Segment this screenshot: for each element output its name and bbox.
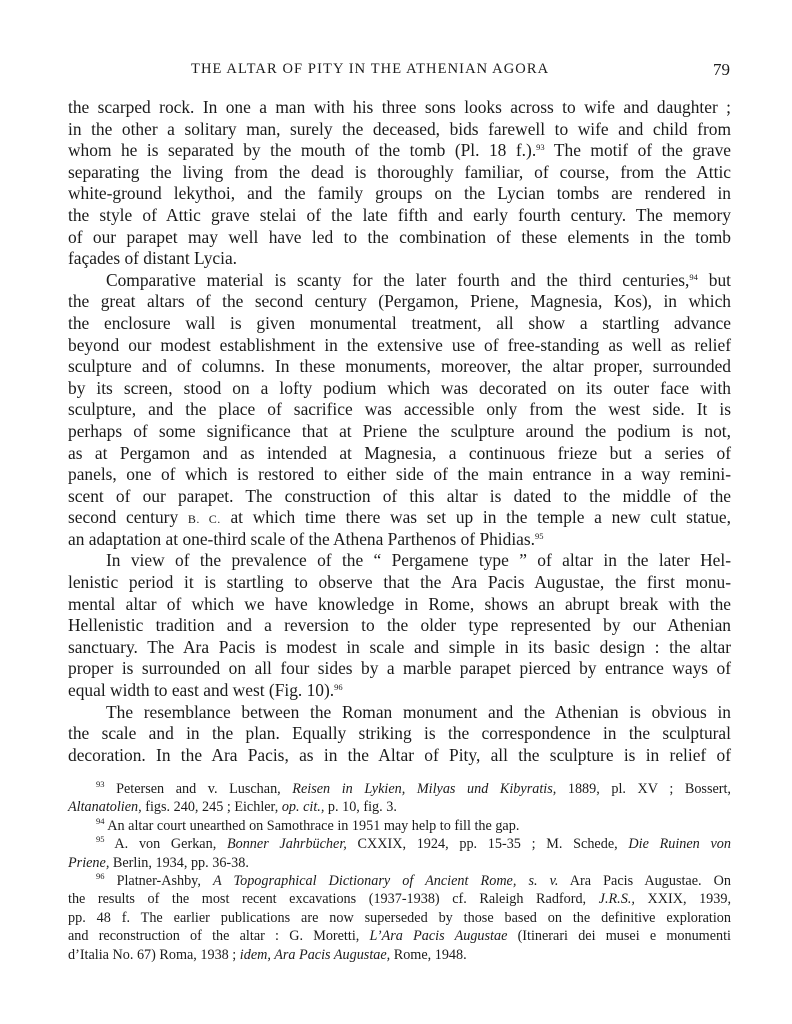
footnote-line: and reconstruction of the altar : G. Moretti, L’Ara Pacis Augustae (Itinerari dei musei e monumenti [68,928,731,945]
body-line: mental altar of which we have knowledge in Rome, shows an abrupt break with the [68,593,731,614]
body-line: the scale and in the plan. Equally striking is the correspondence in the sculptural [68,723,731,744]
footnote-ref: 94 [689,271,698,282]
body-line: the style of Attic grave stelai of the late fifth and early fourth century. The memory [68,204,731,225]
body-line: lenistic period it is startling to observe that the Ara Pacis Augustae, the first monu- [68,572,731,593]
body-line: sanctuary. The Ara Pacis is modest in scale and simple in its basic design : the altar [68,636,731,657]
italic-citation: Bonner Jahrbücher, [226,836,347,853]
italic-citation: idem, Ara Pacis Augustae, [239,946,391,963]
body-line: decoration. In the Ara Pacis, as in the Altar of Pity, all the sculpture is in relief of [68,744,731,765]
italic-citation: Reisen in Lykien, Milyas und Kibyratis, [292,781,557,797]
body-line: scent of our parapet. The construction of this altar is dated to the middle of the [68,485,731,506]
body-line: façades of distant Lycia. [68,248,238,269]
footnote-line: $^{96}$ Platner-Ashby, A Topographical Dictionary of Ancient Rome, s. v. Ara Pacis Augustae. On [96,870,731,889]
body-line: sculpture, and the place of sacrifice was accessible only from the west side. It is [68,399,731,420]
body-line: white-ground lekythoi, and the family groups on the Lycian tombs are rendered in [68,183,731,204]
footnotes [68,780,731,964]
body-line: Hellenistic tradition and a reversion to the older type represented by our Athenian [68,615,731,636]
italic-citation: Altanatolien, [68,799,142,816]
page-number: 79 [713,60,730,79]
footnote-ref: 96 [96,870,105,881]
italic-citation: A Topographical Dictionary of Ancient Rome, s. v. [213,872,559,889]
footnote-line: Altanatolien, figs. 240, 245 ; Eichler, op. cit., p. 10, fig. 3. [68,799,397,816]
body-line: The resemblance between the Roman monument and the Athenian is obvious in [106,701,731,722]
body-line: by its screen, stood on a lofty podium which was decorated on its outer face with [68,377,731,398]
body-line: In view of the prevalence of the “ Pergamene type ” of altar in the later Hel- [106,550,731,571]
footnote-ref: 96 [334,682,343,693]
small-caps-text: B. C. [187,512,221,527]
italic-citation: Die Ruinen von [628,836,731,853]
footnote-line: $^{95}$ A. von Gerkan, Bonner Jahrbücher, CXXIX, 1924, pp. 15-35 ; M. Schede, Die Ruinen von [96,834,731,853]
footnote-line: $^{94}$ An altar court unearthed on Samothrace in 1951 may help to fill the gap. [96,815,520,834]
footnote-ref: 95 [535,530,544,541]
body-line: whom he is separated by the mouth of the tomb (Pl. 18 f.).$^{93}$ The motif of the grave [68,140,731,161]
body-line: second century B. C. at which time there was set up in the temple a new cult statue, [68,507,731,528]
body-line: Comparative material is scanty for the later fourth and the third centuries,$^{94}$ but [106,269,731,290]
body-line: as at Pergamon and as intended at Magnesia, a continuous frieze but a series of [68,442,731,463]
footnote-line: pp. 48 f. The earlier publications are now superseded by those based on the definitive exploration [68,909,731,926]
body-line: panels, one of which is restored to either side of the main entrance in a way remini- [68,464,731,485]
body-line: an adaptation at one-third scale of the Athena Parthenos of Phidias.$^{95}$ [68,528,544,549]
body-line: sculpture and of columns. In these monuments, moreover, the altar proper, surrounded [68,356,731,377]
footnote-ref: 95 [96,834,105,845]
body-line: proper is surrounded on all four sides by a marble parapet pierced by entrance ways of [68,658,731,679]
italic-citation: Priene, [68,854,110,871]
body-line: perhaps of some significance that at Priene the sculpture around the podium is not, [68,420,731,441]
footnote-ref: 93 [536,142,545,153]
body-line: the enclosure wall is given monumental treatment, all show a startling advance [68,312,731,333]
footnote-ref: 94 [96,815,105,826]
body-line: the great altars of the second century (Pergamon, Priene, Magnesia, Kos), in which [68,291,731,312]
footnote-line: Priene, Berlin, 1934, pp. 36-38. [68,854,249,871]
body-line: the scarped rock. In one a man with his three sons looks across to wife and daughter ; [68,97,731,117]
body-line: equal width to east and west (Fig. 10).$^{96}$ [68,680,343,701]
body-text [68,97,731,766]
italic-citation: L’Ara Pacis Augustae [369,928,508,945]
body-line: separating the living from the dead is thoroughly familiar, of course, from the Attic [68,161,731,182]
footnote-ref: 93 [96,779,105,789]
body-line: of our parapet may well have led to the combination of these elements in the tomb [68,226,731,247]
running-header [0,60,792,84]
italic-citation: J.R.S., [598,891,635,908]
italic-citation: op. cit., [281,799,325,816]
footnote-line: the results of the most recent excavations (1937-1938) cf. Raleigh Radford, J.R.S., XXIX, 1939, [68,891,731,908]
footnote-line: d’Italia No. 67) Roma, 1938 ; idem, Ara Pacis Augustae, Rome, 1948. [68,946,467,963]
footnote-line: $^{93}$ Petersen and v. Luschan, Reisen in Lykien, Milyas und Kibyratis, 1889, pl. XV ; Bossert, [96,779,731,797]
body-line: beyond our modest establishment in the extensive use of free-standing as well as relief [68,334,731,355]
running-title: THE ALTAR OF PITY IN THE ATHENIAN AGORA [191,61,550,77]
body-line: in the other a solitary man, surely the deceased, bids farewell to wife and child from [68,118,731,139]
